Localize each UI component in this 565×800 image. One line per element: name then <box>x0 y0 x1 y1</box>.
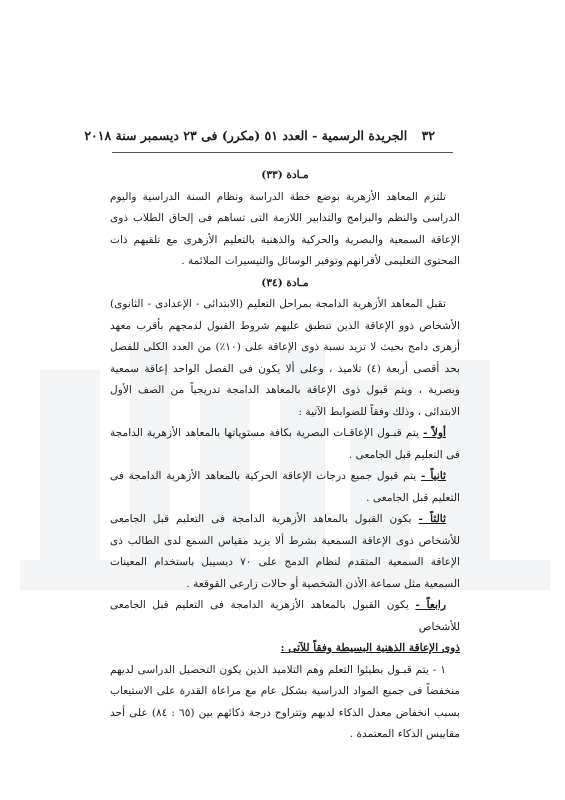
clause-fourth <box>110 595 460 638</box>
clause-third <box>110 509 460 595</box>
clause-third-label: ثالثاً - <box>418 513 446 525</box>
clause-second-text: يتم قبول جميع درجات الإعاقة الحركية بالمعاهد الأزهرية الدامجة فى التعليم قبل الجامعى . <box>110 470 460 504</box>
clause-first-text: يتم قبـول الإعاقـات البصرية بكافة مستوياتها بالمعاهد الأزهرية الدامجة فى التعليم قبل الجامعى . <box>110 427 460 461</box>
clause-fourth-text: يكون القبول بالمعاهد الأزهرية الدامجة فى التعليم قبل الجامعى للأشخاص <box>110 599 460 633</box>
gazette-title: الجريدة الرسمية - العدد ٥١ (مكرر) فى ٢٣ ديسمبر سنة ٢٠١٨ <box>84 128 408 143</box>
clause-fourth-label: رابعاً - <box>415 599 446 611</box>
header-divider <box>112 152 453 153</box>
clause-first-label: أولاً - <box>423 427 446 439</box>
page-header <box>84 128 435 143</box>
clause-fourth-item-1: ١ - يتم قبـول بطيئوا التعلم وهم التلاميذ الذين يكون التحصيل الدراسى لديهم منخفضاً فى جميع المواد الدراسية بشكل عام مع مراعاة القدرة على الاستيعاب بسبب انخفاض معدل الذكاء لديهم وتتراوح درجة ذكائهم بين (٦٥ : ٨٤) على أحد مقاييس الذكاء المعتمدة . <box>110 663 460 740</box>
article-33-text: تلتزم المعاهد الأزهرية بوضع خطة الدراسة ونظام السنة الدراسية واليوم الدراسى والنظم والبرامج والتدابير اللازمة التى تساهم فى إلحاق الطلاب ذوى الإعاقة السمعية والبصرية والحركية والذهنية بالتعليم الأزهرى مع تلقيهم ذات المحتوى التعليمى لأقرانهم وتوفير الوسائل والتيسيرات الملائمة . <box>110 190 460 267</box>
clause-third-text: يكون القبول بالمعاهد الأزهرية الدامجة فى التعليم قبل الجامعى للأشخاص ذوى الإعاقة السمعية بشرط ألا يزيد مقياس السمع لدى الطالب ذى الإعاقة السمعية المتقدم لنظام الدمج على ٧٠ ديسيبل باستخدام المعينات السمعية مثل سماعة الأذن الشخصية أو حالات زارعى القوقعة . <box>110 513 460 590</box>
clause-fourth-subheading: ذوى الإعاقة الذهنية البسيطة وفقاً للآتى : <box>280 642 460 654</box>
article-34-intro: تقبل المعاهد الأزهرية الدامجة بمراحل التعليم (الابتدائى - الإعدادى - الثانوى) الأشخاص ذوو الإعاقة الذين تنطبق عليهم شروط القبول لدمجهم بأقرب معهد أزهرى دامج بحيث لا تزيد نسبة ذوى الإعاقة على (١٠٪) من العدد الكلى للفصل بحد أقصى أربعة (٤) تلاميذ ، وعلى ألا يكون فى الفصل الواحد إعاقة سمعية وبصرية ، ويتم قبول ذوى الإعاقة بالمعاهد الدامجة تدريجياً من الصف الأول الابتدائى ، وذلك وفقاً للضوابط الآتية : <box>110 298 460 418</box>
page-number: ٣٢ <box>421 128 435 143</box>
clause-fourth-sub <box>110 638 460 660</box>
clause-first <box>110 423 460 466</box>
clause-second <box>110 466 460 509</box>
article-34-title: مـادة (٣٤) <box>261 276 309 289</box>
page-body <box>110 165 460 746</box>
article-33-title: مـادة (٣٣) <box>261 169 309 181</box>
clause-second-label: ثانياً - <box>421 470 446 482</box>
